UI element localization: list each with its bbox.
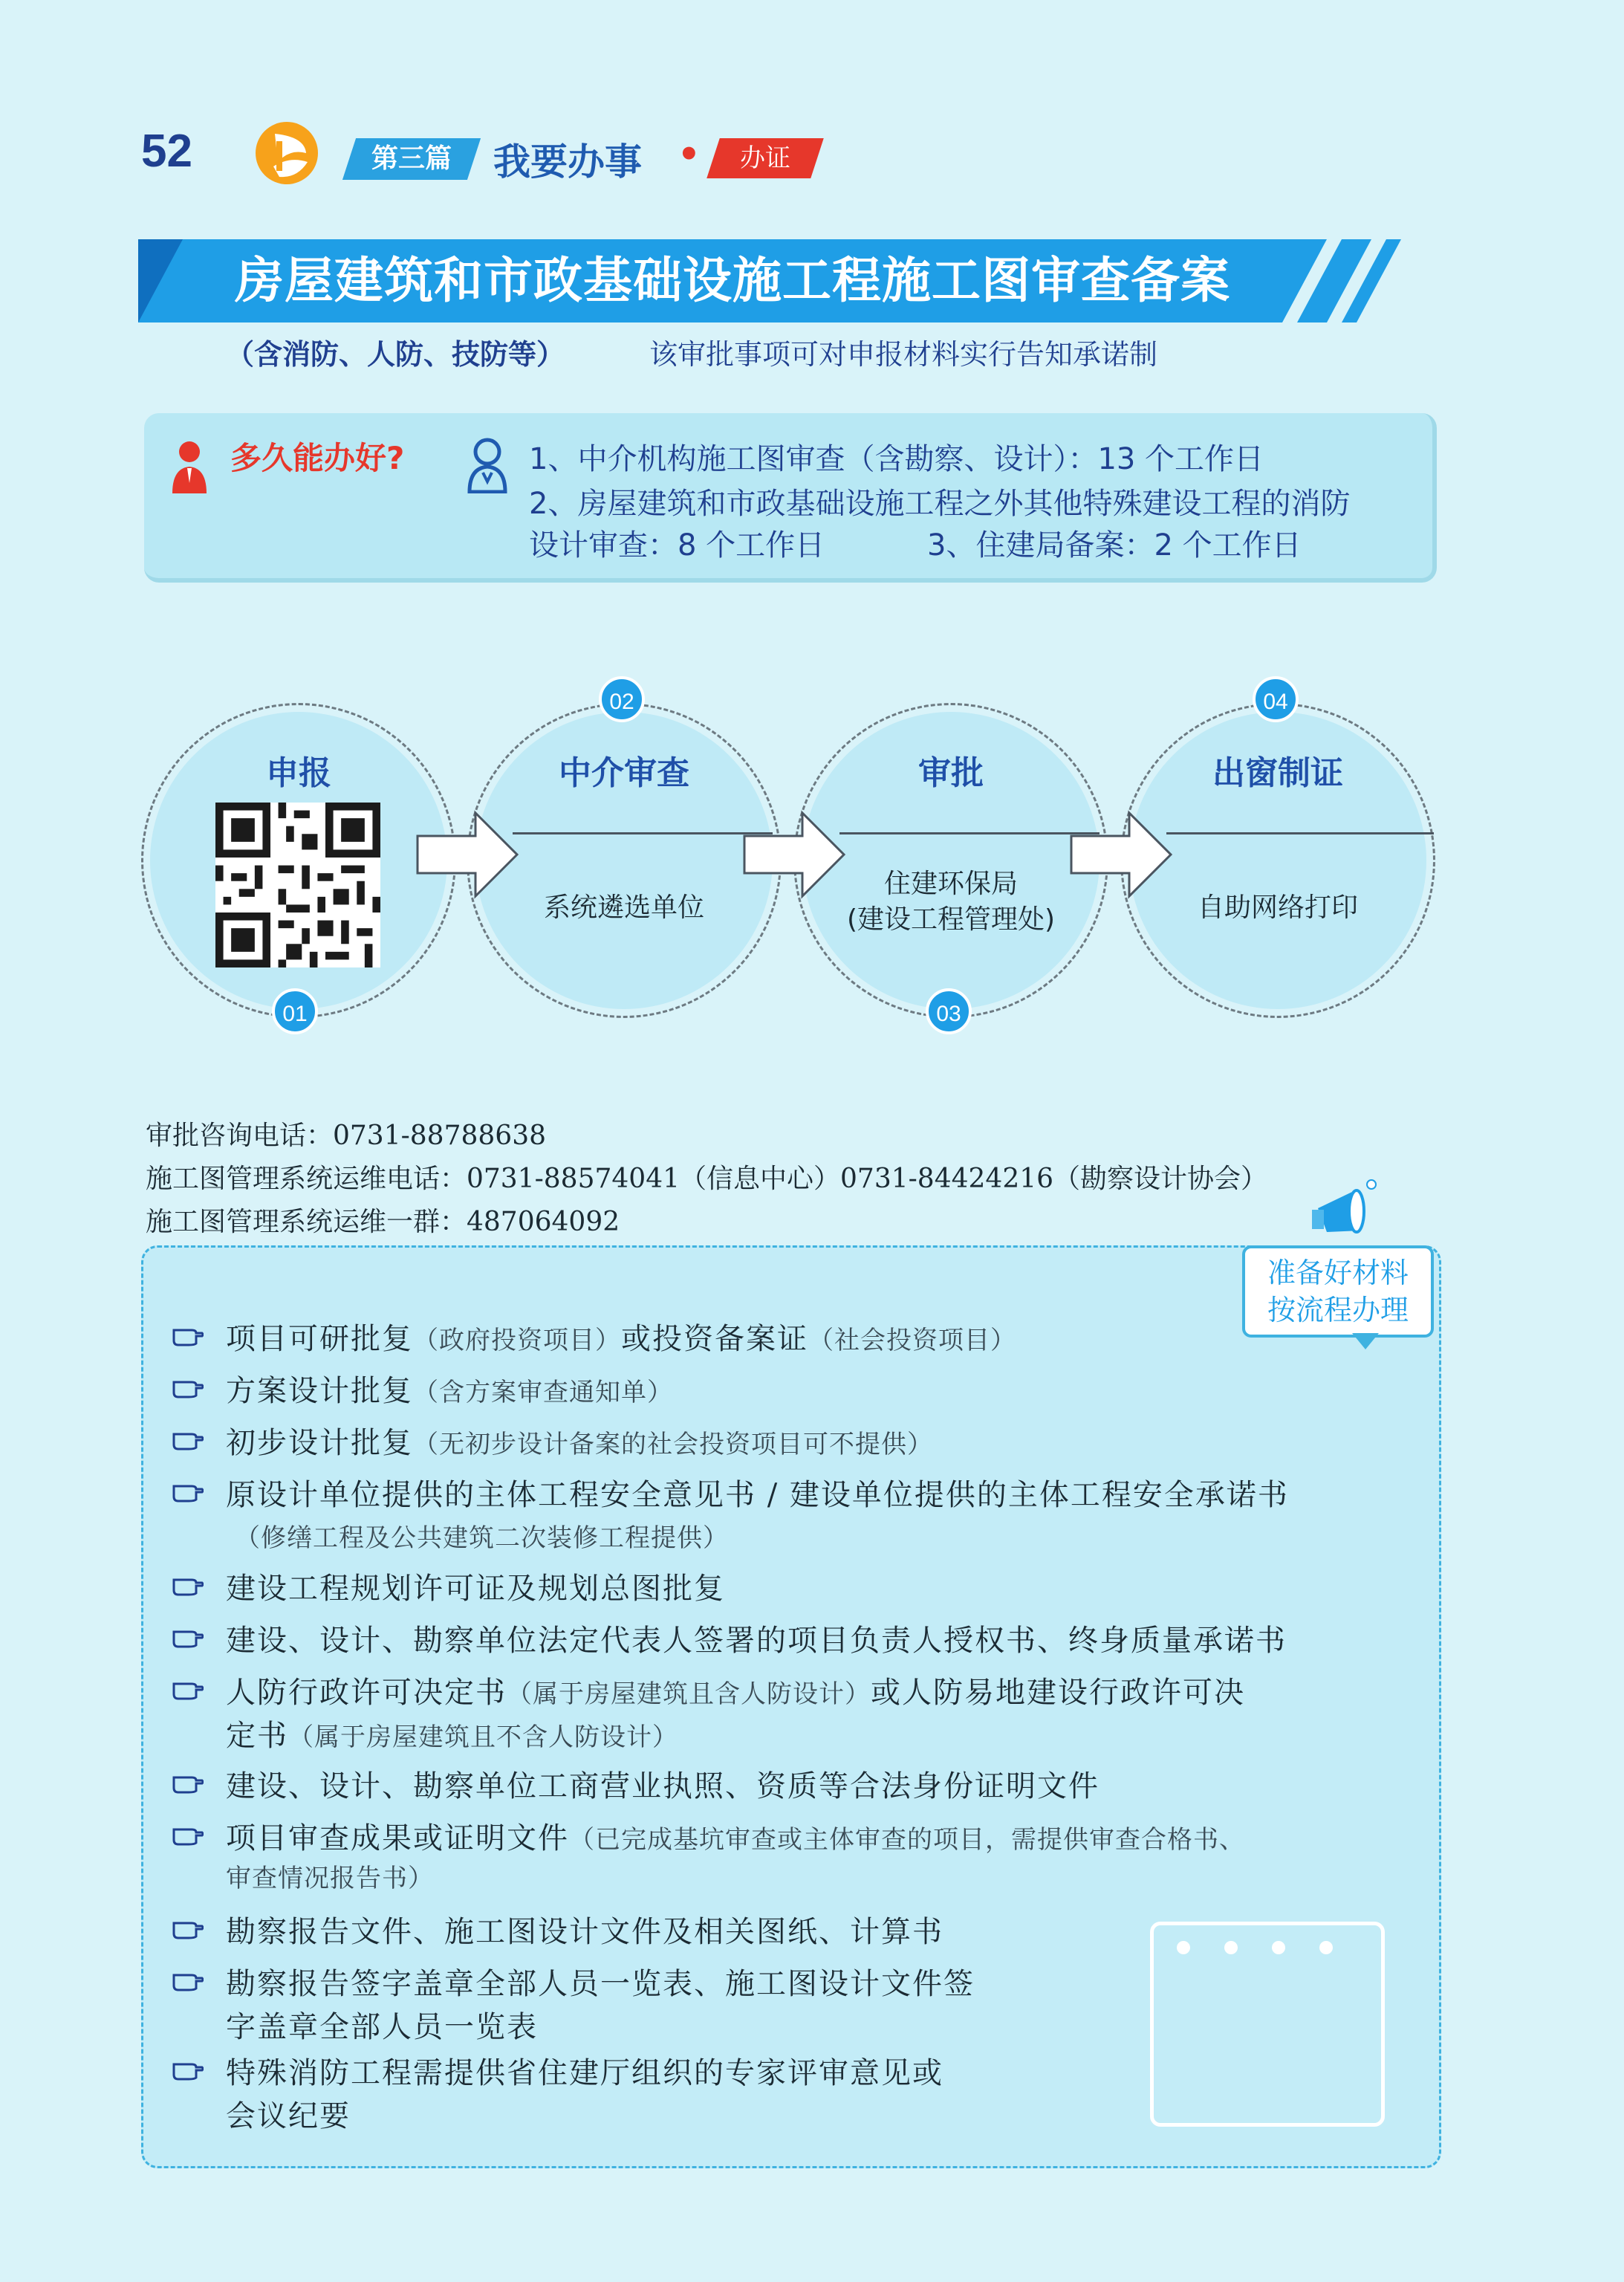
pointing-hand-icon [172,1966,204,1991]
page-title: 房屋建筑和市政基础设施工程施工图审查备案 [235,252,1230,309]
duration-line-2: 2、房屋建筑和市政基础设施工程之外其他特殊建设工程的消防 [529,487,1351,521]
pointing-hand-icon [172,1623,204,1648]
notepad-ring [1177,1941,1190,1954]
materials-tag-pointer [1352,1333,1379,1349]
pointing-hand-icon [172,2055,204,2081]
step-3-desc-2: (建设工程管理处) [846,904,1056,935]
pointing-hand-icon [172,1571,204,1596]
step-2-divider [513,832,773,834]
material-item-4: 原设计单位提供的主体工程安全意见书 / 建设单位提供的主体工程安全承诺书 [226,1478,1289,1512]
material-item-9: 项目审查成果或证明文件（已完成基坑审查或主体审查的项目，需提供审查合格书、 [226,1821,1245,1855]
duration-question: 多久能办好? [230,440,405,476]
material-item-2: 方案设计批复（含方案审查通知单） [226,1374,673,1408]
arrow-right-icon [1070,810,1174,899]
pointing-hand-icon [172,1769,204,1794]
step-3-divider [839,832,1100,834]
material-item-8: 建设、设计、勘察单位工商营业执照、资质等合法身份证明文件 [226,1769,1100,1803]
duration-line-3b: 3、住建局备案：2 个工作日 [927,528,1302,563]
pointing-hand-icon [172,1477,204,1503]
step-3-number: 03 [926,988,972,1034]
page-number: 52 [141,126,192,177]
megaphone-icon [1308,1173,1382,1247]
contact-group: 施工图管理系统运维一群：487064092 [146,1207,620,1237]
material-item-12-cont: 会议纪要 [226,2099,351,2133]
material-item-10: 勘察报告文件、施工图设计文件及相关图纸、计算书 [226,1915,943,1949]
step-1-title: 申报 [266,754,331,792]
section-title: 我要办事 [493,140,642,184]
material-item-12: 特殊消防工程需提供省住建厅组织的专家评审意见或 [226,2056,943,2090]
subsection-tag: 办证 [707,138,824,178]
step-1-number: 01 [272,988,318,1034]
pointing-hand-icon [172,1675,204,1700]
material-item-9-note: 审查情况报告书） [226,1864,434,1893]
person-blue-icon [467,437,508,493]
contact-phone: 审批咨询电话：0731-88788638 [146,1121,547,1151]
contact-support-phone: 施工图管理系统运维电话：0731-88574041（信息中心）0731-84424216（勘察设计协会） [146,1164,1268,1194]
qr-code-icon[interactable] [215,803,380,967]
material-item-3: 初步设计批复（无初步设计备案的社会投资项目可不提供） [226,1426,933,1460]
step-4-number: 04 [1253,676,1299,722]
pointing-hand-icon [172,1321,204,1346]
notepad-ring [1224,1941,1238,1954]
step-4-divider [1166,832,1434,834]
material-item-7-cont: 定书（属于房屋建筑且不含人防设计） [226,1719,678,1753]
step-3-title: 审批 [918,754,984,792]
part-tag: 第三篇 [342,138,481,180]
material-item-6: 建设、设计、勘察单位法定代表人签署的项目负责人授权书、终身质量承诺书 [226,1624,1287,1658]
step-4-title: 出窗制证 [1212,754,1343,792]
step-2-title: 中介审查 [559,754,689,792]
pointing-hand-icon [172,1373,204,1398]
step-3-desc: 住建环保局 [883,869,1018,899]
subtitle-commitment: 该审批事项可对申报材料实行告知承诺制 [649,338,1158,371]
pointing-hand-icon [172,1425,204,1450]
pointing-hand-icon [172,1914,204,1939]
arrow-right-icon [743,810,847,899]
step-2-number: 02 [599,676,645,722]
material-item-11-cont: 字盖章全部人员一览表 [226,2010,538,2044]
material-item-1: 项目可研批复（政府投资项目）或投资备案证（社会投资项目） [226,1322,1016,1356]
notepad-ring [1272,1941,1285,1954]
arrow-right-icon [416,810,520,899]
subtitle-scope: （含消防、人防、技防等） [226,338,565,371]
step-4-desc: 自助网络打印 [1197,892,1358,923]
pointing-hand-icon [172,1821,204,1846]
material-item-11: 勘察报告签字盖章全部人员一览表、施工图设计文件签 [226,1967,975,2001]
duration-line-1: 1、中介机构施工图审查（含勘察、设计）：13 个工作日 [529,442,1264,476]
separator-dot: • [678,134,701,175]
notepad-ring [1319,1941,1333,1954]
step-2-desc: 系统遴选单位 [543,892,704,923]
material-item-5: 建设工程规划许可证及规划总图批复 [226,1572,725,1606]
person-red-icon [171,438,208,495]
material-item-4-note: （修缮工程及公共建筑二次装修工程提供） [235,1523,729,1553]
material-item-7: 人防行政许可决定书（属于房屋建筑且含人防设计）或人防易地建设行政许可决 [226,1676,1245,1710]
materials-tag: 准备好材料 按流程办理 [1242,1245,1434,1338]
duration-line-3a: 设计审查：8 个工作日 [529,528,825,563]
logo-icon [253,119,321,187]
